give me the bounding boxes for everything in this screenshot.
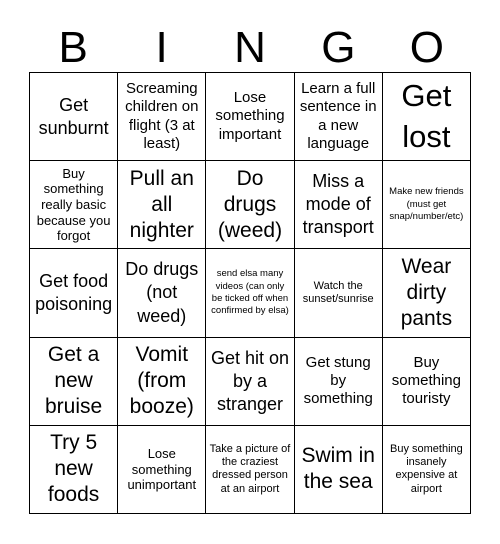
bingo-cell[interactable]: Buy something really basic because you forgot (30, 161, 118, 249)
bingo-cell[interactable]: Get food poisoning (30, 249, 118, 337)
bingo-cell[interactable]: Get hit on by a stranger (206, 338, 294, 426)
bingo-cell[interactable]: Get lost (383, 73, 471, 161)
header-letter-n: N (234, 23, 266, 72)
header-letter-i: I (155, 23, 168, 72)
bingo-cell[interactable]: Miss a mode of transport (295, 161, 383, 249)
bingo-cell[interactable]: send elsa many videos (can only be ticked off when confirmed by elsa) (206, 249, 294, 337)
bingo-cell[interactable]: Lose something unimportant (118, 426, 206, 514)
bingo-cell[interactable]: Get sunburnt (30, 73, 118, 161)
bingo-cell[interactable]: Get a new bruise (30, 338, 118, 426)
header-letter-b: B (58, 23, 88, 72)
bingo-cell[interactable]: Do drugs (not weed) (118, 249, 206, 337)
bingo-cell[interactable]: Get stung by something (295, 338, 383, 426)
bingo-cell[interactable]: Pull an all nighter (118, 161, 206, 249)
bingo-cell[interactable]: Take a picture of the craziest dressed person at an airport (206, 426, 294, 514)
bingo-cell[interactable]: Wear dirty pants (383, 249, 471, 337)
bingo-cell[interactable]: Lose something important (206, 73, 294, 161)
bingo-cell[interactable]: Learn a full sentence in a new language (295, 73, 383, 161)
bingo-header (29, 24, 471, 72)
bingo-cell[interactable]: Buy something insanely expensive at airport (383, 426, 471, 514)
bingo-grid (29, 72, 471, 514)
bingo-cell[interactable]: Swim in the sea (295, 426, 383, 514)
header-letter-g: G (321, 23, 356, 72)
bingo-cell[interactable]: Make new friends (must get snap/number/etc) (383, 161, 471, 249)
bingo-cell[interactable]: Buy something touristy (383, 338, 471, 426)
bingo-cell[interactable]: Screaming children on flight (3 at least) (118, 73, 206, 161)
bingo-cell[interactable]: Vomit (from booze) (118, 338, 206, 426)
bingo-cell[interactable]: Try 5 new foods (30, 426, 118, 514)
header-letter-o: O (409, 23, 444, 72)
bingo-cell[interactable]: Do drugs (weed) (206, 161, 294, 249)
bingo-cell[interactable]: Watch the sunset/sunrise (295, 249, 383, 337)
